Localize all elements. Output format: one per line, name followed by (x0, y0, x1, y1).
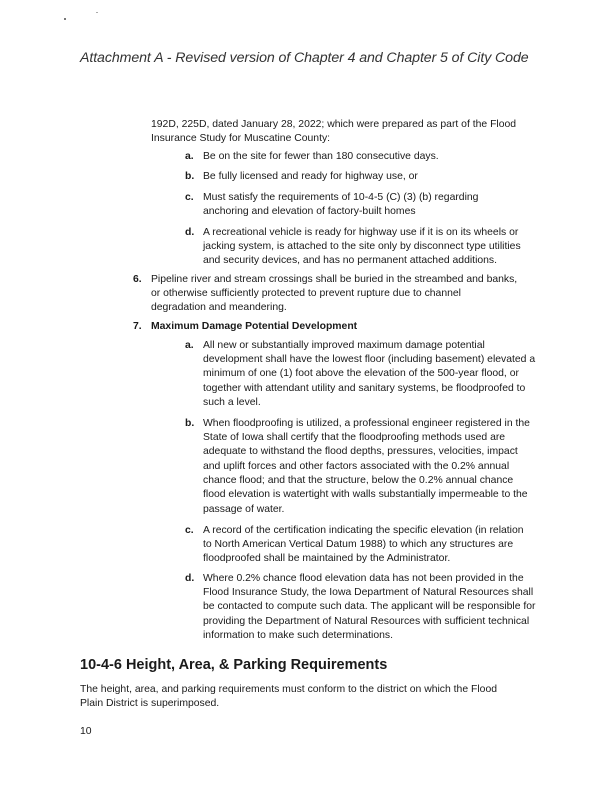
text-line: development shall have the lowest floor (including basement) elevated a (203, 354, 536, 365)
list-label: c. (185, 525, 194, 536)
text-line: Plain District is superimposed. (80, 698, 220, 709)
list-label: b. (185, 418, 195, 429)
page-header: Attachment A - Revised version of Chapter 4 and Chapter 5 of City Code (80, 50, 529, 66)
text-line: Pipeline river and stream crossings shall be buried in the streambed and banks, (151, 274, 518, 285)
text-line: to North American Vertical Datum 1988) to which any structures are (203, 539, 514, 550)
scan-speck (64, 18, 66, 20)
item-title: Maximum Damage Potential Development (151, 321, 358, 332)
text-line: Must satisfy the requirements of 10-4-5 (C) (3) (b) regarding (203, 192, 479, 203)
text-line: information to make such determinations. (203, 630, 394, 641)
text-line: Where 0.2% chance flood elevation data has not been provided in the (203, 573, 524, 584)
text-line: passage of water. (203, 504, 285, 515)
text-line: be contacted to compute such data. The applicant will be responsible for (203, 601, 536, 612)
section-heading: 10-4-6 Height, Area, & Parking Requirements (80, 657, 388, 673)
text-line: A record of the certification indicating the specific elevation (in relation (203, 525, 524, 536)
list-label: d. (185, 573, 195, 584)
text-line: floodproofed shall be maintained by the Administrator. (203, 553, 451, 564)
text-line: and uplift forces and other factors associated with the 0.2% annual (203, 461, 510, 472)
list-label: a. (185, 151, 194, 162)
text-line: or otherwise sufficiently protected to prevent rupture due to channel (151, 288, 461, 299)
text-line: such a level. (203, 397, 261, 408)
text-line: Be fully licensed and ready for highway use, or (203, 171, 418, 182)
text-line: together with attendant utility and sanitary systems, be floodproofed to (203, 383, 526, 394)
text-line: chance flood; and that the structure, below the 0.2% annual chance (203, 475, 514, 486)
text-line: Insurance Study for Muscatine County: (151, 133, 331, 144)
text-line: All new or substantially improved maximum damage potential (203, 340, 485, 351)
list-label: 6. (133, 274, 142, 285)
text-line: anchoring and elevation of factory-built homes (203, 206, 416, 217)
text-line: and security devices, and has no permanent attached additions. (203, 255, 498, 266)
scan-speck (96, 12, 98, 13)
text-line: The height, area, and parking requirements must conform to the district on which the Flood (80, 684, 497, 695)
text-line: Flood Insurance Study, the Iowa Department of Natural Resources shall (203, 587, 534, 598)
page-number: 10 (80, 726, 92, 737)
text-line: jacking system, is attached to the site only by disconnect type utilities (203, 241, 521, 252)
text-line: A recreational vehicle is ready for highway use if it is on its wheels or (203, 227, 519, 238)
text-line: Be on the site for fewer than 180 consecutive days. (203, 151, 439, 162)
text-line: 192D, 225D, dated January 28, 2022; which were prepared as part of the Flood (151, 119, 517, 130)
text-line: degradation and meandering. (151, 302, 287, 313)
list-label: d. (185, 227, 195, 238)
text-line: State of Iowa shall certify that the floodproofing methods used are (203, 432, 506, 443)
list-label: 7. (133, 321, 142, 332)
list-label: c. (185, 192, 194, 203)
text-line: minimum of one (1) foot above the elevation of the 500-year flood, or (203, 368, 519, 379)
text-line: providing the Department of Natural Resources with sufficient technical (203, 616, 530, 627)
text-line: flood elevation is watertight with walls substantially impermeable to the (203, 489, 528, 500)
list-label: a. (185, 340, 194, 351)
text-line: adequate to withstand the flood depths, pressures, velocities, impact (203, 446, 518, 457)
list-label: b. (185, 171, 195, 182)
text-line: When floodproofing is utilized, a professional engineer registered in the (203, 418, 530, 429)
